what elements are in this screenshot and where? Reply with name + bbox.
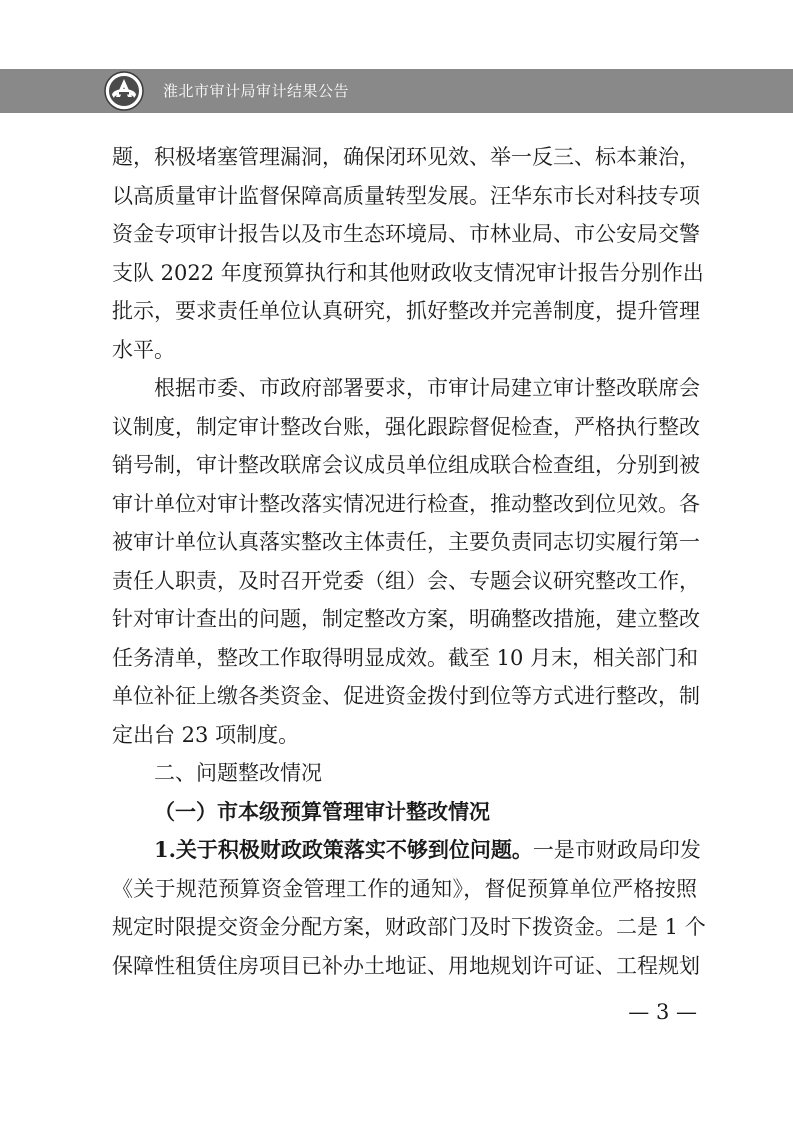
text-line: 资金专项审计报告以及市生态环境局、市林业局、市公安局交警 <box>112 222 700 246</box>
document-body <box>112 138 706 985</box>
page-number: — 3 — <box>628 1000 697 1024</box>
text-line: 定出台 23 项制度。 <box>112 722 300 747</box>
text-line: 保障性租赁住房项目已补办土地证、用地规划许可证、工程规划 <box>112 953 700 978</box>
item-1 <box>112 831 706 985</box>
text-line: 批示，要求责任单位认真研究，抓好整改并完善制度，提升管理 <box>112 299 700 323</box>
text-line: 审计单位对审计整改落实情况进行检查，推动整改到位见效。各 <box>112 491 700 516</box>
text-line: 被审计单位认真落实整改主体责任，主要负责同志切实履行第一 <box>112 530 700 554</box>
text-line: 以高质量审计监督保障高质量转型发展。汪华东市长对科技专项 <box>112 183 700 208</box>
section-heading: 二、问题整改情况 <box>154 761 322 785</box>
text-line: 销号制，审计整改联席会议成员单位组成联合检查组，分别到被 <box>112 453 700 477</box>
text-line: 水平。 <box>112 337 175 362</box>
paragraph-2 <box>112 369 700 754</box>
item-1-title: 1.关于积极财政政策落实不够到位问题。 <box>154 837 533 862</box>
subsection-heading: （一）市本级预算管理审计整改情况 <box>154 799 490 824</box>
text-line <box>112 831 701 870</box>
text-line: 单位补征上缴各类资金、促进资金拨付到位等方式进行整改，制 <box>112 684 700 708</box>
text-line: 题，积极堵塞管理漏洞，确保闭环见效、举一反三、标本兼治， <box>112 145 700 169</box>
text-line: 议制度，制定审计整改台账，强化跟踪督促检查，严格执行整改 <box>112 414 700 439</box>
text-line: 规定时限提交资金分配方案，财政部门及时下拨资金。二是 1 个 <box>112 915 706 939</box>
text-line: 责任人职责，及时召开党委（组）会、专题会议研究整改工作， <box>112 568 700 593</box>
item-1-first-line-rest: 一是市财政局印发 <box>532 838 701 862</box>
text-line: 《关于规范预算资金管理工作的通知》，督促预算单位严格按照 <box>112 876 697 901</box>
header-title: 淮北市审计局审计结果公告 <box>163 82 350 100</box>
text-line: 针对审计查出的问题，制定整改方案，明确整改措施，建立整改 <box>112 607 700 631</box>
text-line: 任务清单，整改工作取得明显成效。截至 10 月末，相关部门和 <box>112 645 699 670</box>
text-line: 支队 2022 年度预算执行和其他财政收支情况审计报告分别作出 <box>112 260 704 285</box>
text-line: 根据市委、市政府部署要求，市审计局建立审计整改联席会 <box>154 376 700 400</box>
paragraph-1 <box>112 138 704 369</box>
audit-emblem-icon <box>104 71 144 111</box>
